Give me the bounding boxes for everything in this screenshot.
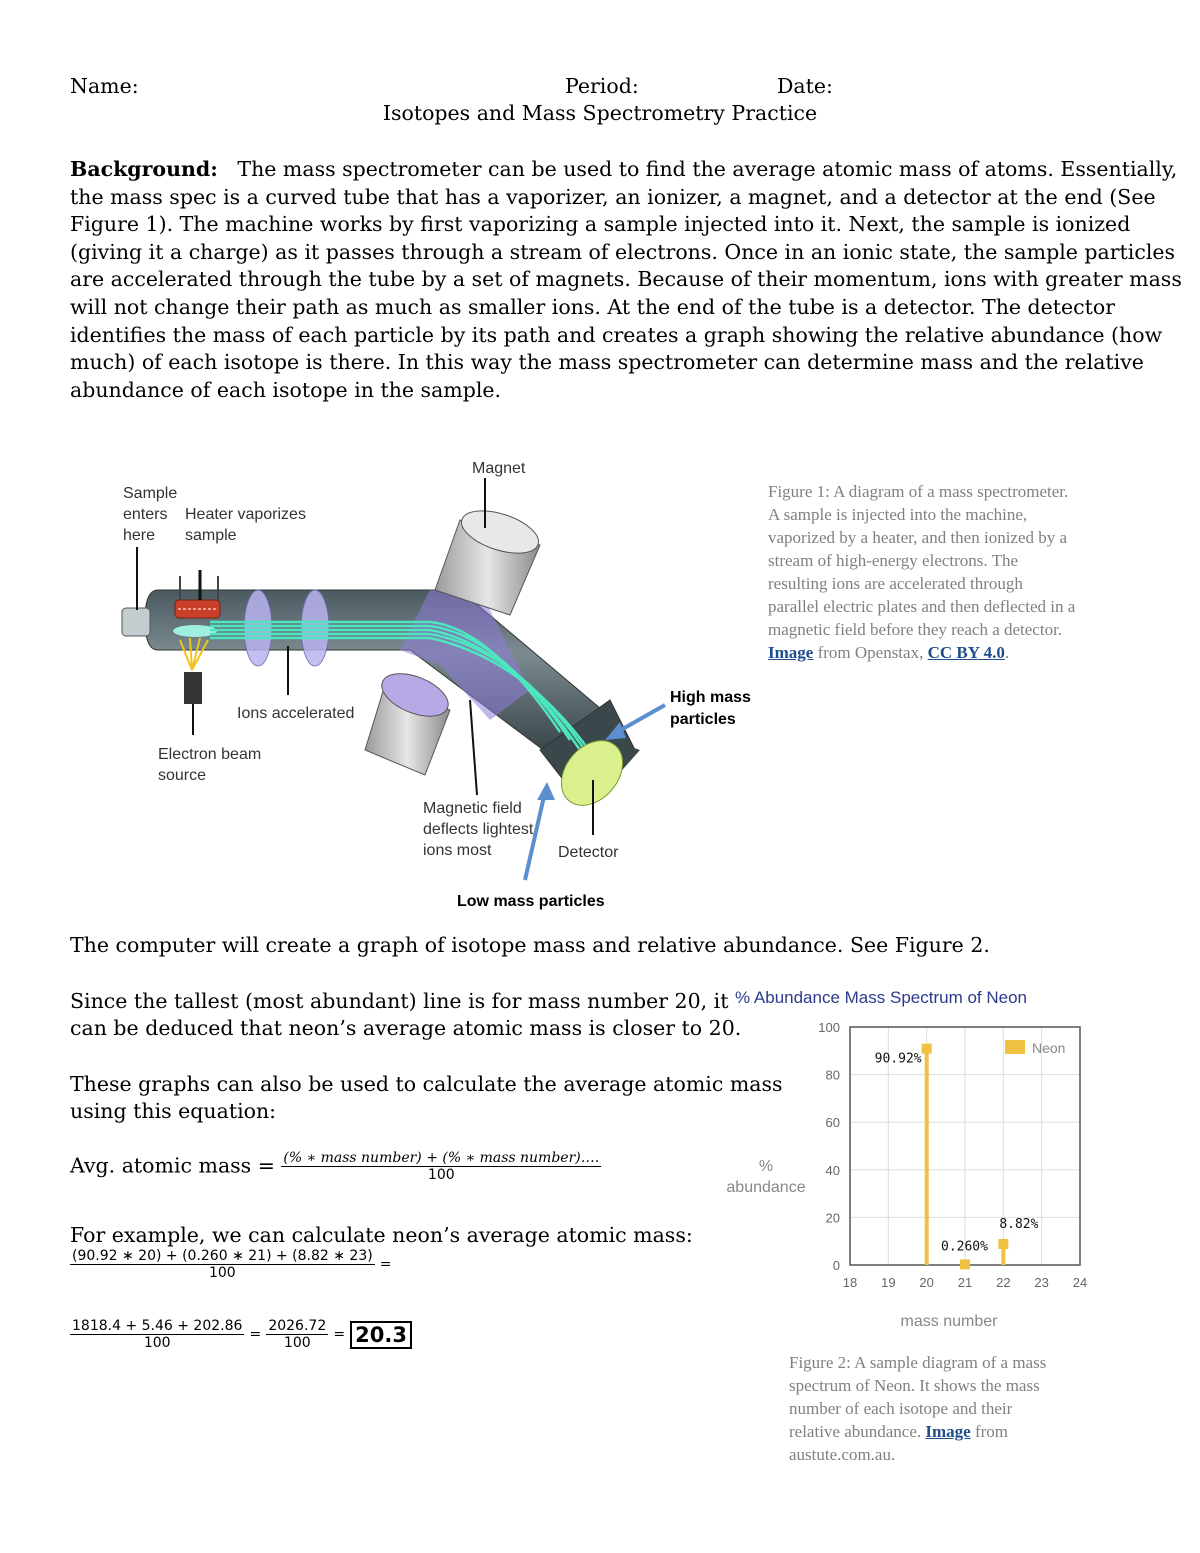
label-heater-1: Heater vaporizes [185,506,306,523]
legend-swatch [1005,1040,1025,1054]
x-tick-label: 18 [842,1275,858,1290]
example-text: For example, we can calculate neon’s average atomic mass: [70,1223,693,1247]
y-tick-label: 40 [825,1162,840,1178]
example3-denominator: 100 [283,1335,311,1351]
spectrum-bar-marker [922,1044,932,1054]
tallest-line-1: Since the tallest (most abundant) line is for mass number 20, it [70,989,729,1013]
y-tick-label: 0 [832,1258,840,1273]
caption-line: vaporized by a heater, and then ionized by a [768,528,1068,547]
label-low-mass: Low mass particles [457,893,605,910]
caption-text: from Openstax, [813,643,928,662]
label-magfield-1: Magnetic field [423,800,522,817]
caption-line: A sample is injected into the machine, [768,505,1028,524]
example2-numerator: 1818.4 + 5.46 + 202.86 [72,1318,243,1334]
plate-1 [244,590,272,666]
example1-numerator: (90.92 ∗ 20) + (0.260 ∗ 21) + (8.82 ∗ 23) [72,1248,373,1264]
background-line: are accelerated through the tube by a set of magnets. Because of their momentum, ions with greater mass [70,267,1182,292]
x-tick-label: 20 [919,1275,934,1290]
example3-numerator: 2026.72 [268,1318,327,1334]
caption-text: relative abundance. [789,1422,926,1441]
y-axis-label-2: abundance [726,1179,806,1196]
spectrum-bar-marker [960,1259,970,1269]
y-tick-label: 80 [825,1067,840,1083]
figure1-caption [768,480,1168,664]
caption-text: . [1004,643,1010,662]
chart-title: % Abundance Mass Spectrum of Neon [735,988,1027,1007]
example-equation-2 [70,1318,412,1351]
equals-sign: = [379,1256,392,1273]
spectrum-bar-marker [998,1239,1008,1249]
label-ions-accelerated: Ions accelerated [237,705,355,722]
data-label: 90.92% [874,1051,922,1067]
mass-spectrometer-diagram [100,450,760,920]
label-detector: Detector [558,844,619,861]
background-line: much) of each isotope is there. In this way the mass spectrometer can determine mass and the relative [70,350,1144,375]
x-tick-labels [843,1275,1087,1290]
magnet-bottom [365,665,454,775]
tallest-line-2: can be deduced that neon’s average atomic mass is closer to 20. [70,1016,742,1040]
graphs-line-2: using this equation: [70,1099,277,1123]
computer-graph-text: The computer will create a graph of isotope mass and relative abundance. See Figure 2. [70,933,990,957]
label-electron-1: Electron beam [158,746,262,763]
license-link[interactable]: CC BY 4.0 [927,643,1005,662]
plate-2 [301,590,329,666]
background-line: will not change their path as much as smaller ions. At the end of the tube is a detector. The detector [70,294,1116,319]
avg-denominator: 100 [427,1167,455,1183]
chart-legend [1005,1040,1065,1056]
y-tick-labels [818,1020,840,1273]
label-magfield-3: ions most [423,842,492,859]
date-label: Date: [777,74,833,98]
electron-source [184,672,202,704]
page-title: Isotopes and Mass Spectrometry Practice [382,101,818,125]
background-line: identifies the mass of each particle by its path and creates a graph showing the relative abundance (how [70,322,1163,347]
caption-line: stream of high-energy electrons. The [768,551,1019,570]
caption-line: resulting ions are accelerated through [768,574,1023,593]
neon-spectrum-chart [715,982,1115,1332]
data-labels [875,1052,1039,1255]
y-axis-label-1: % [758,1158,774,1175]
caption-line: number of each isotope and their [789,1399,1013,1418]
x-tick-label: 24 [1072,1275,1088,1290]
background-line: abundance of each isotope in the sample. [70,377,502,402]
caption-line: Figure 2: A sample diagram of a mass [789,1353,1047,1372]
label-sample-2: enters [123,506,168,523]
x-axis-label: mass number [900,1313,998,1330]
caption-line: spectrum of Neon. It shows the mass [789,1376,1040,1395]
label-heater-2: sample [185,527,237,544]
background-label: Background: [70,157,218,181]
equals-sign: = [333,1326,346,1343]
example-equation-1 [70,1248,392,1281]
label-high-mass-2: particles [670,711,736,728]
x-tick-label: 19 [881,1275,896,1290]
label-sample-3: here [123,527,156,544]
image-link[interactable]: Image [768,643,814,662]
example2-denominator: 100 [143,1335,171,1351]
background-line: The mass spectrometer can be used to find the average atomic mass of atoms. Essentially, [237,157,1178,181]
label-sample-1: Sample [123,485,178,502]
caption-line: parallel electric plates and then deflected in a [768,597,1076,616]
legend-label: Neon [1032,1040,1066,1056]
background-line: the mass spec is a curved tube that has a vaporizer, an ionizer, a magnet, and a detector at the end (See [70,184,1156,209]
graphs-line-1: These graphs can also be used to calculate the average atomic mass [70,1072,783,1096]
image-link[interactable]: Image [925,1422,971,1441]
x-tick-label: 22 [996,1275,1011,1290]
label-electron-2: source [158,767,207,784]
background-line: Figure 1). The machine works by first vaporizing a sample injected into it. Next, the sample is ionized [70,212,1131,237]
avg-numerator: (% ∗ mass number) + (% ∗ mass number)…. [283,1150,600,1166]
equals-sign: = [249,1326,262,1343]
label-magnet: Magnet [472,460,526,477]
label-magfield-2: deflects lightest [423,821,534,838]
caption-text: from [970,1422,1009,1441]
x-tick-label: 23 [1034,1275,1049,1290]
data-label: 0.260% [941,1239,988,1255]
example1-denominator: 100 [208,1265,236,1281]
period-label: Period: [565,74,639,98]
result-box: 20.3 [350,1321,412,1349]
x-tick-label: 21 [957,1275,973,1290]
avg-equation [70,1150,601,1183]
sample-port [122,608,150,636]
figure2-caption [789,1351,1129,1466]
y-tick-label: 100 [818,1020,840,1035]
name-label: Name: [70,74,139,98]
background-line: (giving it a charge) as it passes through a stream of electrons. Once in an ionic state, the sample particles [70,239,1176,264]
y-tick-label: 20 [825,1210,840,1226]
y-tick-label: 60 [825,1115,840,1131]
background-paragraph [70,156,1182,404]
caption-line: austute.com.au. [789,1445,896,1464]
label-high-mass-1: High mass [670,689,751,706]
data-label: 8.82% [999,1217,1039,1233]
caption-line: Figure 1: A diagram of a mass spectrometer. [768,482,1069,501]
caption-line: magnetic field before they reach a detector. [768,620,1063,639]
avg-label: Avg. atomic mass = [70,1153,282,1178]
